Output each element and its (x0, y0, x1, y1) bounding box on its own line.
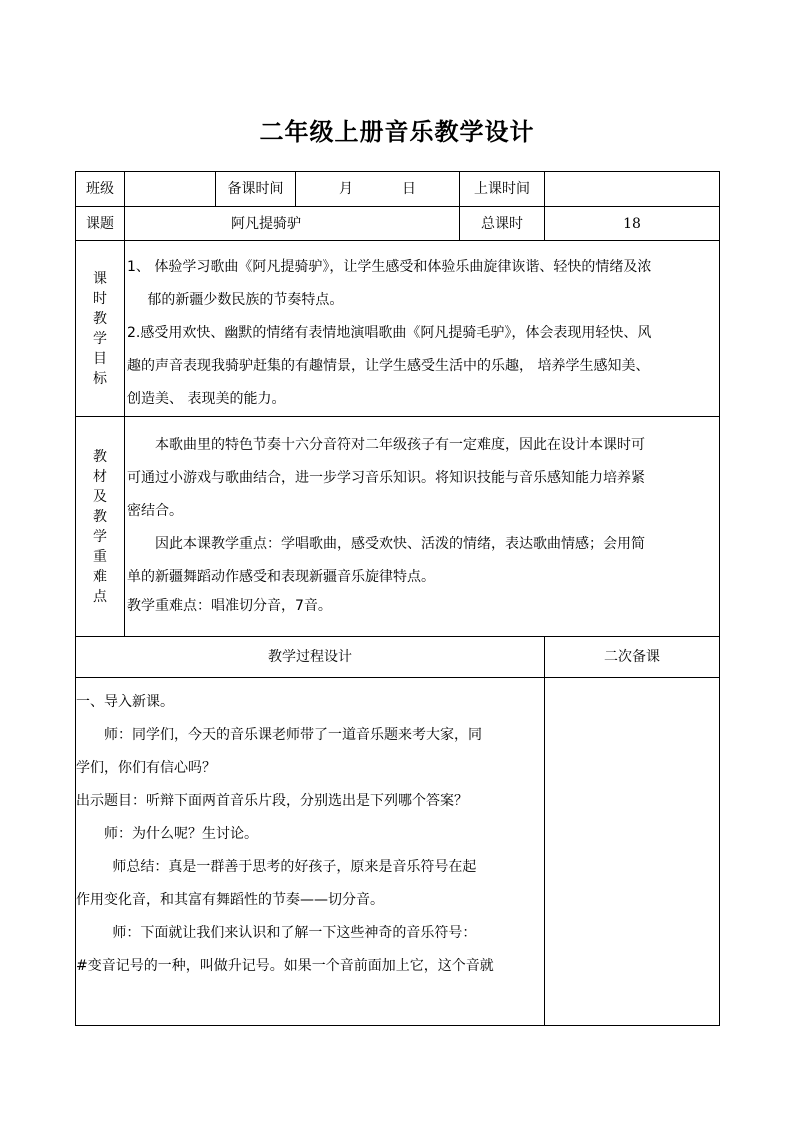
material-line: 因此本课教学重点：学唱歌曲，感受欢快、活泼的情绪，表达歌曲情感；会用简 (155, 536, 645, 552)
process-line: #变音记号的一种，叫做升记号。如果一个音前面加上它，这个音就 (76, 958, 494, 974)
second-prep-content (545, 678, 720, 1026)
material-label: 教材及教学重难点 (76, 417, 125, 637)
second-prep-header: 二次备课 (545, 637, 720, 678)
document-title: 二年级上册音乐教学设计 (259, 118, 535, 146)
material-line: 单的新疆舞蹈动作感受和表现新疆音乐旋律特点。 (127, 569, 435, 585)
process-line: 出示题目：听辩下面两首音乐片段，分别选出是下列哪个答案？ (76, 793, 468, 809)
process-content (76, 678, 545, 1026)
info-row-1 (76, 172, 720, 207)
objective-line: 郁的新疆少数民族的节奏特点。 (147, 292, 344, 308)
lesson-plan-table (75, 171, 720, 1026)
objectives-label: 课时教学目标 (76, 241, 125, 417)
total-hours-label: 总课时 (460, 207, 545, 241)
prep-time-label: 备课时间 (216, 172, 296, 207)
material-line: 可通过小游戏与歌曲结合，进一步学习音乐知识。将知识技能与音乐感知能力培养紧 (127, 470, 645, 486)
class-value (125, 172, 216, 207)
prep-time-value (296, 172, 460, 207)
info-row-2 (76, 207, 720, 241)
objective-line: 2.感受用欢快、幽默的情绪有表情地演唱歌曲《阿凡提骑毛驴》，体会表现用轻快、风 (127, 325, 652, 341)
material-row (76, 417, 720, 637)
day-label: 日 (401, 181, 416, 197)
month-label: 月 (339, 181, 354, 197)
process-line: 学们，你们有信心吗？ (76, 760, 216, 776)
material-line: 本歌曲里的特色节奏十六分音符对二年级孩子有一定难度，因此在设计本课时可 (155, 437, 645, 453)
class-label: 班级 (76, 172, 125, 207)
process-row (76, 678, 720, 1026)
process-line: 师总结：真是一群善于思考的好孩子，原来是音乐符号在起 (112, 859, 477, 875)
objectives-row (76, 241, 720, 417)
total-hours-value: 18 (545, 207, 720, 241)
topic-value: 阿凡提骑驴 (125, 207, 460, 241)
process-line: 师：同学们，今天的音乐课老师带了一道音乐题来考大家，同 (104, 727, 482, 743)
process-line: 一、导入新课。 (76, 694, 174, 710)
objective-line: 创造美、 表现美的能力。 (127, 391, 286, 407)
material-line: 教学重难点：唱准切分音，7音。 (127, 598, 332, 614)
objective-line: 趣的声音表现我骑驴赶集的有趣情景，让学生感受生活中的乐趣， 培养学生感知美、 (127, 358, 650, 374)
material-content (125, 417, 720, 637)
process-line: 师：为什么呢？生讨论。 (104, 826, 258, 842)
material-line: 密结合。 (127, 503, 183, 519)
process-header-row (76, 637, 720, 678)
class-time-value (545, 172, 720, 207)
objectives-content (125, 241, 720, 417)
process-line: 师：下面就让我们来认识和了解一下这些神奇的音乐符号： (112, 925, 477, 941)
class-time-label: 上课时间 (460, 172, 545, 207)
process-line: 作用变化音，和其富有舞蹈性的节奏——切分音。 (76, 892, 384, 908)
objective-line: 1、 体验学习歌曲《阿凡提骑驴》，让学生感受和体验乐曲旋律诙谐、轻快的情绪及浓 (127, 259, 652, 275)
topic-label: 课题 (76, 207, 125, 241)
process-design-header: 教学过程设计 (76, 637, 545, 678)
